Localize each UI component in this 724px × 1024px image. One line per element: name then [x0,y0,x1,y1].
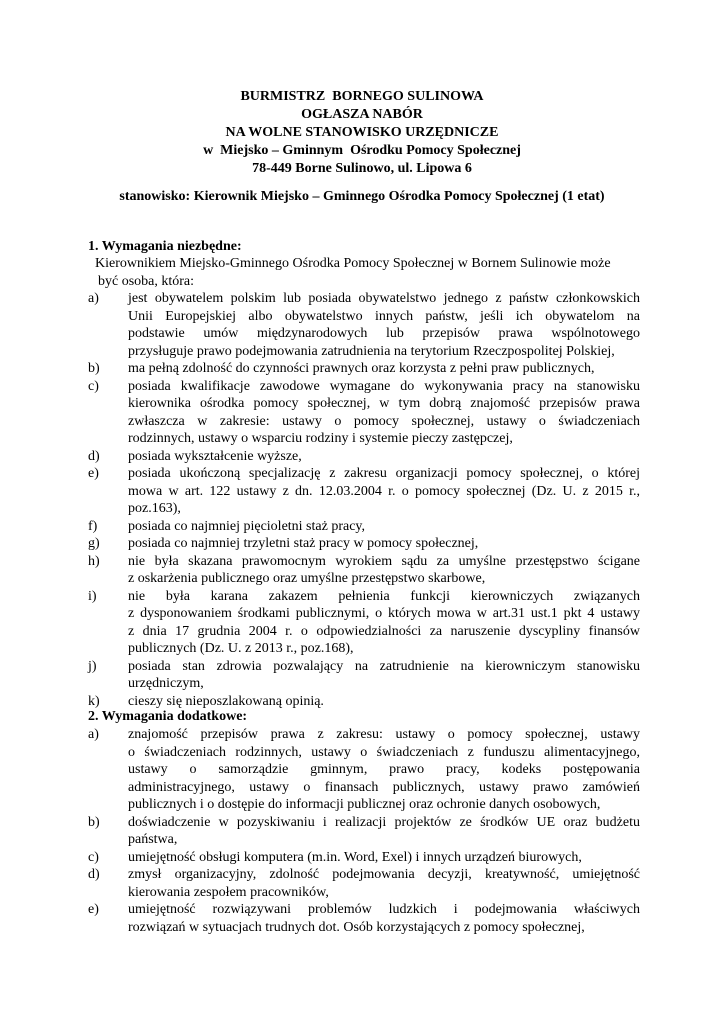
list-item-line: poz.163), [128,501,181,516]
list-item-line: nie była karana zakazem pełnienia funkcji kierowniczych związanych [128,588,640,604]
list-item-line: doświadczenie w pozyskiwaniu i realizacji projektów ze środków UE oraz budżetu [128,814,640,830]
header-line-1: BURMISTRZ BORNEGO SULINOWA [240,89,484,104]
list-item-letter: a) [88,291,99,306]
list-item [88,465,640,518]
header-line-2: OGŁASZA NABÓR [301,107,423,122]
list-item-letter: k) [88,693,100,709]
list-item-letter: g) [88,536,100,551]
header-line-4: w Miejsko – Gminnym Ośrodku Pomocy Społecznej [203,143,521,158]
list-item-line: rodzinnych, ustawy o wsparciu rodziny i systemie pieczy zastępczej, [128,431,513,446]
list-item-letter: b) [88,814,100,830]
list-item [88,866,640,901]
list-item-line: publicznych (Dz. U. z 2013 r., poz.168), [128,641,354,656]
list-item-line: ustawy o samorządzie gminnym, prawo pracy, kodeks postępowania [128,762,640,777]
list-item [88,360,640,378]
list-item-line: posiada stan zdrowia pozwalający na zatrudnienie na kierowniczym stanowisku [128,658,640,674]
list-item-letter: c) [88,849,99,865]
list-item-line: nie była skazana prawomocnym wyrokiem sądu za umyślne przestępstwo ścigane [128,553,640,569]
list-item-line: kierowania zespołem pracowników, [128,884,329,900]
list-item-letter: j) [88,658,97,674]
list-item-line: cieszy się nieposzlakowaną opinią. [128,693,324,709]
intro-line-2: być osoba, która: [98,274,195,289]
list-item [88,378,640,448]
list-item-line: posiada kwalifikacje zawodowe wymagane do wykonywania pracy na stanowisku [128,378,640,394]
list-item-line: rozwiązań w sytuacjach trudnych dot. Osób korzystających z pomocy społecznej, [128,919,585,935]
additional-requirements-list [88,726,640,936]
list-item [88,588,640,658]
list-item-line: podstawie umów międzynarodowych lub przepisów prawa wspólnotowego [128,326,640,341]
requirements-list [88,290,640,710]
list-item-line: znajomość przepisów prawa z zakresu: ustawy o pomocy społecznej, ustawy [128,727,640,742]
list-item-line: o świadczeniach rodzinnych, ustawy o świadczeniach z funduszu alimentacyjnego, [128,744,640,760]
list-item-line: administracyjnego, ustawy o finansach publicznych, ustawy prawo zamówień [128,779,640,795]
list-item-line: zwłaszcza w zakresie: ustawy o pomocy społecznej, ustawy o świadczeniach [128,413,640,429]
list-item [88,535,640,553]
list-item-line: z dnia 17 grudnia 2004 r. o odpowiedzialności za naruszenie dyscypliny finansów [128,623,640,639]
list-item-line: przysługuje prawo podejmowania zatrudnienia na terytorium Rzeczpospolitej Polskiej, [128,343,615,359]
list-item-line: posiada wykształcenie wyższe, [128,448,302,464]
position-title: stanowisko: Kierownik Miejsko – Gminnego Ośrodka Pomocy Społecznej (1 etat) [119,189,605,204]
list-item [88,290,640,360]
list-item [88,553,640,588]
list-item-line: z oskarżenia publicznego oraz umyślne przestępstwo skarbowe, [128,571,486,586]
list-item-line: mowa w art. 122 ustawy z dn. 12.03.2004 r. o pomocy społecznej (Dz. U. z 2015 r., [128,483,640,499]
list-item-line: umiejętność rozwiązywani problemów ludzkich i podejmowania właściwych [128,902,640,917]
list-item-line: posiada ukończoną specjalizację z zakresu organizacji pomocy społecznej, o której [128,466,640,481]
list-item-line: kierownika ośrodka pomocy społecznej, w tym dobrą znajomość przepisów prawa [128,396,640,411]
list-item-line: państwa, [128,832,178,847]
list-item-letter: h) [88,553,100,569]
list-item-letter: c) [88,378,99,394]
list-item [88,814,640,849]
list-item [88,901,640,936]
list-item-letter: e) [88,466,99,481]
section-2-title: 2. Wymagania dodatkowe: [88,709,248,724]
list-item-line: publicznych i o dostępie do informacji publicznej oraz ochronie danych osobowych, [128,797,601,812]
list-item-letter: a) [88,727,99,742]
announcement-header [0,88,724,178]
list-item-letter: b) [88,361,100,376]
list-item-line: posiada co najmniej pięcioletni staż pracy, [128,518,366,534]
section-1-title: 1. Wymagania niezbędne: [88,239,242,254]
list-item-line: ma pełną zdolność do czynności prawnych oraz korzysta z pełni praw publicznych, [128,361,595,376]
list-item [88,726,640,814]
list-item-line: urzędniczym, [128,676,204,691]
header-line-3: NA WOLNE STANOWISKO URZĘDNICZE [225,125,499,140]
list-item-letter: e) [88,902,99,917]
list-item [88,849,640,867]
list-item-line: Unii Europejskiej albo obywatelstwo innych państw, jeśli ich obywatelom na [128,308,640,324]
list-item [88,448,640,466]
list-item-line: posiada co najmniej trzyletni staż pracy w pomocy społecznej, [128,536,479,551]
section-1-intro [95,255,640,291]
list-item-line: umiejętność obsługi komputera (m.in. Word, Exel) i innych urządzeń biurowych, [128,849,582,865]
list-item-letter: d) [88,448,100,464]
list-item-letter: f) [88,518,98,534]
list-item-letter: d) [88,867,100,882]
list-item-line: jest obywatelem polskim lub posiada obywatelstwo jednego z państw członkowskich [128,291,640,306]
list-item-line: zmysł organizacyjny, zdolność podejmowania decyzji, kreatywność, umiejętność [128,867,640,882]
list-item [88,518,640,536]
intro-line-1: Kierownikiem Miejsko-Gminnego Ośrodka Pomocy Społecznej w Bornem Sulinowie może [95,256,611,271]
list-item-letter: i) [88,588,97,604]
list-item-line: z dysponowaniem środkami publicznymi, o których mowa w art.31 ust.1 pkt 4 ustawy [128,606,640,621]
list-item [88,658,640,693]
header-line-5: 78-449 Borne Sulinowo, ul. Lipowa 6 [252,161,472,176]
